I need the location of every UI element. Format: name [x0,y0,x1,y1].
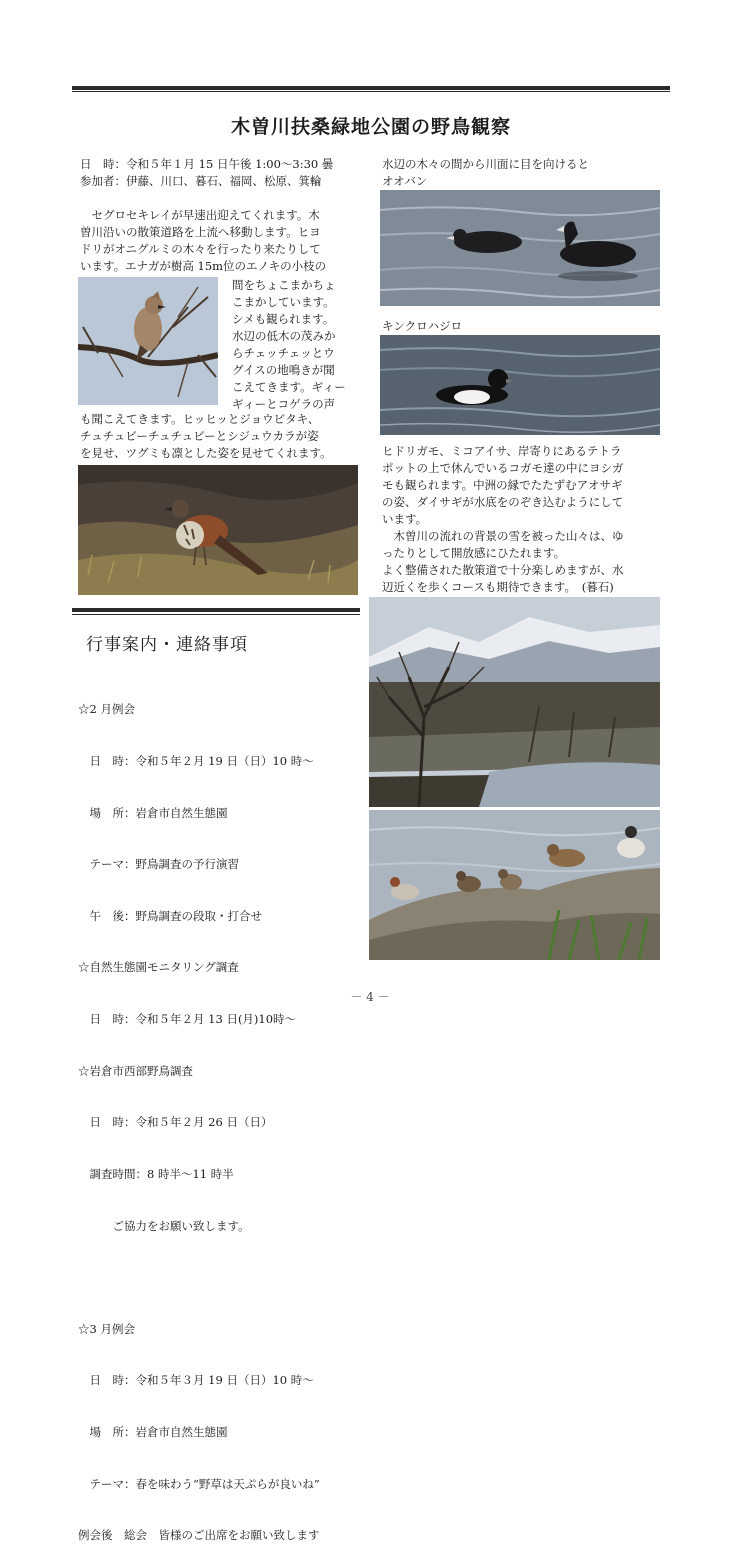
text-line: います。エナガが樹高 15m位のエノキの小枝の [80,259,327,273]
event-line: ☆3 月例会 [78,1321,135,1336]
right-body-text [382,443,624,596]
text-line: オオバン [382,174,428,188]
text-line: ったりとして開放感にひたれます。 [382,546,566,560]
left-wrap-text [232,277,346,413]
event-line: 日 時：令和５年２月 19 日（日）10 時〜 [78,754,314,769]
text-line: 水辺の低木の茂みか [232,329,336,343]
text-line: ヒドリガモ、ミコアイサ、岸寄りにあるテトラ [382,444,622,458]
text-line: ポットの上で休んでいるコガモ達の中にヨシガ [382,461,624,475]
top-rule-thin [72,91,670,92]
photo-tufted-duck [380,335,660,435]
event-line: 日 時：令和５年３月 19 日（日）10 時〜 [78,1373,314,1388]
meta-datetime: 日 時：令和５年１月 15 日午後 1:00〜3:30 曇 [80,157,334,171]
event-line: 午 後：野鳥調査の段取・打合せ [78,908,262,923]
text-line: 辺近くを歩くコースも期待できます。 (暮石) [382,580,614,594]
event-line: ☆2 月例会 [78,702,135,717]
photo-thrush-on-ground [78,465,358,595]
photo-coots [380,190,660,306]
caption-tufted-duck: キンクロハジロ [382,319,463,333]
event-line: テーマ：春を味わう“野草は天ぷらが良いね” [78,1476,320,1491]
meta-participants: 参加者：伊藤、川口、暮石、福岡、松原、箕輪 [80,174,322,188]
text-line: らチェッチェッとウ [232,346,335,360]
left-paragraph-1 [80,207,326,275]
event-line: 日 時：令和５年２月 13 日(月)10時〜 [78,1012,297,1027]
text-line: ギィーとコゲラの声 [232,397,336,411]
text-line: 間をちょこまかちょ [232,278,336,292]
event-line: ☆岩倉市西部野鳥調査 [78,1063,193,1078]
events-rule [72,608,360,612]
text-line: 水辺の木々の間から川面に目を向けると [382,157,589,171]
photo-bird-on-branch [78,277,218,405]
text-line: を見せ、ツグミも凛とした姿を見せてくれます。 [80,446,332,460]
text-line: こまかしています。 [232,295,335,309]
text-line: も聞こえてきます。ヒッヒッとジョウビタキ、 [80,412,320,426]
event-line: 日 時：令和５年２月 26 日（日） [78,1115,273,1130]
events-heading: 行事案内・連絡事項 [86,635,248,655]
text-line: よく整備された散策道で十分楽しめますが、水 [382,563,624,577]
top-rule [72,86,670,90]
events-rule-thin [72,614,360,615]
photo-ducks-on-tetrapod [369,810,660,960]
text-line: シメも観られます。 [232,312,335,326]
event-line: ☆自然生態園モニタリング調査 [78,960,239,975]
text-line: こえてきます。ギィー [232,380,346,394]
page-number: － 4 － [350,990,390,1004]
event-line: 例会後 総会 皆様のご出席をお願い致します [78,1528,320,1543]
text-line: います。 [382,512,428,526]
caption-coot [382,156,589,190]
left-paragraph-2 [80,411,332,462]
event-line: テーマ：野鳥調査の予行演習 [78,857,239,872]
text-line: の姿、ダイサギが水底をのぞき込むようにして [382,495,624,509]
photo-river-mountains [369,597,660,807]
events-list [78,667,320,1562]
text-line: セグロセキレイが早速出迎えてくれます。木 [80,208,320,222]
event-line: ご協力をお願い致します。 [78,1218,250,1233]
text-line: チュチュビーチュチュビーとシジュウカラが姿 [80,429,319,443]
event-line: 調査時間：8 時半〜11 時半 [78,1166,234,1181]
text-line: 曽川沿いの散策道路を上流へ移動します。ヒヨ [80,225,321,239]
text-line: モも観られます。中洲の縁でたたずむアオサギ [382,478,623,492]
event-line [78,1269,320,1286]
event-line: 場 所：岩倉市自然生態園 [78,1424,228,1439]
text-line: グイスの地鳴きが聞 [232,363,335,377]
page-title: 木曽川扶桑緑地公園の野鳥観察 [230,116,511,138]
text-line: ドリがオニグルミの木々を行ったり来たりして [80,242,321,256]
text-line: 木曽川の流れの背景の雪を被った山々は、ゆ [382,529,624,543]
event-line: 場 所：岩倉市自然生態園 [78,805,228,820]
